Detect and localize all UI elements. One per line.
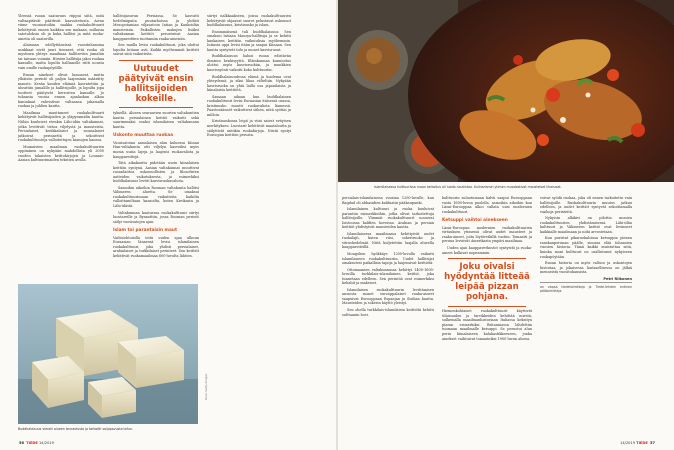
paragraph: Ruoan historia on myös valtion ja uskontojen historiaa, ja jokaisessa lautasellisessa on jälkiä menneistä vuosituhansista. bbox=[540, 261, 632, 275]
right-footer bbox=[620, 441, 656, 445]
tofu-illustration bbox=[18, 284, 198, 424]
paragraph: siirtyi nalkkaakseen, joissa ruokakulttuurien kehittyivät ohjaavat suuret pelastavat uskonnot buddhalaisuus, kristinusko ja islam. bbox=[207, 14, 291, 28]
paragraph: Mongolien hyökkäys 1200-luvulla vaikutti islamilaiseen ruokakulttuuriin. Uudet hallitsijat omaksuivat paikallisia tapoja ja laajensivat keittiötä. bbox=[342, 252, 434, 266]
paragraph: tyksellä. Alueen seuraavien suurten valtakuntien kautta persialainen keittiö vaikutti sekä suurimmaksi osaksi islamilaisen valtakunnan kautta. bbox=[113, 111, 199, 129]
author-note: on vapaa tiedetoimittaja ja Tiede-lehden entinen päätoimittaja. bbox=[540, 282, 632, 293]
paragraph: Ensimmäisenä tuli buddhalaisuus. Sen omaksui Intiaan Maurya-hallitsija ja se kehitti kaukaisen keittiön vaikutuksia myöhemmin. Intiasta uppi levisi itään ja saapui Kiinaan. Sen kautta syntyivät tofu ja monet kasvisruoat. bbox=[207, 29, 291, 52]
right-page bbox=[338, 0, 674, 450]
magazine-name: TIEDE bbox=[26, 441, 38, 445]
paragraph: Nykyisin alkikivi on pilottia monien ruokakulttuurien yhdistämisessä. Lähi-idän kulttuuri ja Välimeren keittiö ovat levinneet kaikkialle maailmaan ja niitä arvostetaan. bbox=[540, 216, 632, 234]
pull-quote-rule-top bbox=[448, 258, 526, 259]
page-number: 56 bbox=[19, 441, 25, 445]
page-number: 57 bbox=[649, 441, 655, 445]
paragraph: Länsi-Euroopan modernien ruokakulttuurien virtauksen ytimessä olivat uudet mausteet ja raaka-aineet, joita löytöretkillä tuotiin. Tomaatti ja peruna levisivät Amerikasta ympäri maailmaa. bbox=[442, 225, 532, 244]
author-name: Petri Riikonen bbox=[603, 276, 632, 281]
paragraph: Yleensä ruoan saatavuus riippui siitä, mitä valtaapitävät päättivät kaavoitetusta. Aivan viime vuosisatoihin saakka ruokakulttuurit kehittyivät ennen kaikkea sen mukaan, millaisia satotuloksia oli ja kuka hallitsi ja mitä ruoka-aineita oli saatavilla. bbox=[18, 14, 104, 41]
paragraph: Vaihtoehtoisilla teitä uuden ajan alkuun Euraasian lännessä levisi islamilainen ruokakulttuuri, joka yhdisti persialaiset, arabialaiset ja turkkilaiset perinteet. Sen keittiöt kehittivät ruokamaailmaa 600-luvulta lähtien. bbox=[113, 235, 199, 258]
left-column-2 bbox=[113, 14, 199, 290]
paragraph: Tätä aikakautta pidetään usein kiinalaisen keittiön syntynä. Aasian valtakunnat muuttivat ruoanlaittoa uskonnollisten ja filosofisten aatteiden vaikutuksesta, ja esimerkiksi buddhalaisuus levitti kasvisruokavaliota. bbox=[113, 161, 199, 184]
photo-credit: Kuva: Getty Images bbox=[204, 373, 208, 400]
paragraph: Sen ohella turkkilais-islamilaista keittiötä kehitti sulttaanin hovi. bbox=[342, 308, 434, 317]
magazine-name: TIEDE bbox=[636, 441, 648, 445]
food-photo bbox=[338, 0, 674, 182]
pull-quote: Uutuudet päätyivät ensin hallitsijoiden kokeille. bbox=[118, 63, 194, 105]
subheading-ketsuppi: Ketsuppi vaihtoi ainekseen bbox=[442, 218, 508, 224]
left-column-1 bbox=[18, 14, 104, 284]
paragraph: Valtakunnan kaatuessa ruokakulttuuri siirtyi luostareille ja Bysanttiin, jossa Rooman perintö säilyi vuosisatojen ajan. bbox=[113, 210, 199, 224]
pull-quote-rule-bottom bbox=[119, 107, 193, 108]
paragraph: voivat syödä ruokaa, joka oli ennen tarkoitettu vain hallitsijoille. Ruokakulttuurin muutos jatkuu edelleen, ja uudet keittiöt syntyvät sekoittamalla vanhoja perinteitä. bbox=[540, 196, 632, 214]
paragraph: Vuosisatoina aasialaisen alun kuluessa Kiinan Han-valtakunta otti viljelyn kasveiksi myös monia uusia lajeja ja laajensi ruokavaliota ja kauppareittejä. bbox=[113, 140, 199, 159]
paragraph: Buddhalaisuus halusi ruoan edistävän ihmisen henkisyyttä. Eläinkunnan kunnioitus ulottui myös kasvisruokiin, ja munkkien kasvissyönti vaikutti koko kulttuuriin. bbox=[207, 54, 291, 73]
paragraph: hallitsijasuvun Persiassa. Se kasvatti hedelmäpuita puutarhoissa ja yhdisti Mesopotamian viljasatoon Intian ja Kaukoidän mausteisiin. Paikallisten makujen lisäksi valtakunnan keittiöt perustuivat Aasian kauppareittien tuottamiin raaka-aineisiin. bbox=[113, 14, 199, 41]
paragraph: Maailmaa muuttaneet ruokakulttuurit kehittyivät hallitsijoiden ja yläpyramidin kautta. Niihin kuuluivat etenkin Lähi-idän valtakunnat, jotka levittivät tietoa viljelystä ja mausteista. Persialaiset, kreikkalaiset ja roomalaiset jatkoivat perinnettä ja sekoittivat ruokakulttuureja valloitettujen kansojen kanssa. bbox=[18, 110, 104, 143]
left-page bbox=[0, 0, 336, 450]
paragraph: Islamilaisessa maailmassa kehittyivät uudet ruokalajit, kuten riisi, sokeriruoko ja sitrushedelmät. Niitä kuljetettiin laajalla alueella kauppareiteillä. bbox=[342, 231, 434, 250]
left-footer bbox=[18, 441, 54, 445]
paragraph: Sen mailla levisi ruokakulttuuri, joka ulottui lopulta Intiaan asti. Kaikki myöhemmät keittiöt saivat siitä vaikutteita. bbox=[113, 43, 199, 57]
paragraph: kulttuurin sulautumaan kalvii saapui Eurooppaan vasta 1600-luvun puolella, samoihin aikoihin kun Länsi-Eurooppaa alkoi vallata uusi modernien ruokakulttuuri. bbox=[442, 196, 532, 214]
spiced-dish-illustration bbox=[338, 0, 674, 182]
issue-number: 14/2019 bbox=[39, 441, 54, 445]
right-photo-caption: Islamilaisessa kulttuurissa ruoan tarkoitus oli luoda nautintoa. Kulinarismin ytimen muodostivat mausteiset liharuoat. bbox=[374, 185, 562, 189]
paragraph: Uuden ajan kauppaverkostot syntyivät ja ruoka-aineet kulkivat nopeammin. bbox=[442, 245, 532, 255]
right-column-1 bbox=[342, 196, 434, 436]
paragraph: Hiemenkohtaiset ruokakulttuurit käyttivät tilaisuuden ja tarvikkeiden kehittää miestä, sulkemalla maailmanhistoriaan Italiassa keksityn pizzan esimerkiksi. Britanniassa lähdettiin tuomaan maailmalle ketsuppi. Se perustui alun perin kiinalaiseen kalakastikkeeseen, jonka ainekset vaihtuivat tomaateiksi 1900-luvun alussa. bbox=[442, 309, 532, 341]
issue-number: 14/2019 bbox=[620, 441, 635, 445]
paragraph: Kun puristat pikaruokaloissa ketsuppia pienen ranskanperunan päälle, sinussa elää tuhansien vuosien historia. Tämä kaikki muistuttaa siitä, kuinka moni kulttuuri on osallistunut nykyiseen ruokapöytään. bbox=[540, 236, 632, 259]
paragraph: Muinaisten maailman ruokakulttuurien oppiminen on nykyään mahdollista yli 2000 vuoden takaisten keittokirjojen ja Lounais-Aasian kulttuurimaiden tekstien avulla. bbox=[18, 144, 104, 163]
left-column-3 bbox=[207, 14, 291, 432]
paragraph: Islamilainen kulttuuri ja ruoka kuuluivat parantiin esimerkkeihin, jotka olivat tarkoitettuja hallitsijoille. Ylimmät ruokakulttuurit nousivat loistoonsa kalifien hoveissa. Arabian ja persian keittiöt yhdistyivät mausteiden kautta. bbox=[342, 207, 434, 230]
paragraph: Ruoan ainekset olivat lumoavat, mutta ylhäisön perintö oli paljon laajemmin määrätty mauste. Kesän kauden eläimiä kasvatettiin ja uhrattiin jumalille ja hallitsijoille, ja lopulta jopa tuotteet päätyivät kerrosten kansalle. Jo tuhansia vuosia ennen ajanlaskun alkua kuninkaat vahvistivat valtaansa jakamalla ruokaa ja juhlien kautta. bbox=[18, 72, 104, 109]
tofu-photo bbox=[18, 284, 198, 424]
paragraph: Samoihin aikoihin Rooman valtakunta hallitsi Välimeren aluetta. Se omaksui ruokakulttuurissaan vaikutteita kaikilta valloittamiltaan kansoilta, kuten Kreikasta ja Lähi-idästä. bbox=[113, 185, 199, 208]
subheading-islam: Islam toi parantaisin maut bbox=[113, 228, 178, 234]
paragraph: Ottomaanien valtakunnassa kehittyi 1400-1600-luvuilla turkkilais-islamilainen keittiö, joka tunnetaan edelleen. Sen perintöä ovat esimerkiksi kebabit ja makeiset. bbox=[342, 267, 434, 286]
right-column-2 bbox=[442, 196, 532, 436]
pull-quote: Joku oivalsi hyödyntää litteää leipää pizzan pohjana. bbox=[444, 261, 530, 303]
paragraph: Alaisiaan edellyttäneissä vuosituhansina asukkaat eivät juuri tienneet, että ruoka oli mystinen yhteys maailmaa hallitseviin jumaliin tai taivaan voimiin. Hirsien hallitsija jakoi ruokaa kansalle, mutta lopulta hallinnolle riitti nousta vain omille ruokapöydille. bbox=[18, 43, 104, 71]
subheading-uskonto: Uskonto muuttaa ruokaa bbox=[113, 133, 174, 139]
pull-quote-rule-top bbox=[119, 60, 193, 61]
paragraph: Islamilaisen ruokakulttuurin levittämisen ansiosta monet eurooppalaiset raaka-aineet saapuivat Eurooppaan Espanjan ja Sisilian kautta. Mausteiden ja sokerin käyttö yleistyi. bbox=[342, 287, 434, 306]
paragraph: Buddhalaisuudessa elämä ja kuolema ovat yhteydessä, ja siksi lihaa välteltiin. Nykyään kasvisruoka on yhtä lailla osa japanilaista ja kiinalaista keittiötä. bbox=[207, 74, 291, 93]
paragraph: persialais-islamilaisena vuosina 1200-luvulle, kun Bagdad oli abbasidien kalifaatin pääkaupunki. bbox=[342, 196, 434, 205]
right-column-3 bbox=[540, 196, 632, 440]
pull-quote-rule-bottom bbox=[448, 306, 526, 307]
left-photo-caption: Buddhalaisuus vieraili alueen teurastusta ja tarkoitti soijapavusta tofun. bbox=[18, 427, 133, 431]
paragraph: Samaan aikaan kun buddhalainen ruokakulttuuri levisi Euraasian itäisessä osassa, kristinusko muutti ruokavaliota lännessä. Paastosäännöt vaikuttivat siihen, mitä syötiin ja milloin. bbox=[207, 94, 291, 117]
paragraph: Kristinuskossa leipä ja viini saivat erityisen merkityksen. Luostarit kehittivät maataloutta ja säilyttivät antiikin ruokakirjoja. Niistä syntyi Euroopan keittiön perusta. bbox=[207, 119, 291, 138]
